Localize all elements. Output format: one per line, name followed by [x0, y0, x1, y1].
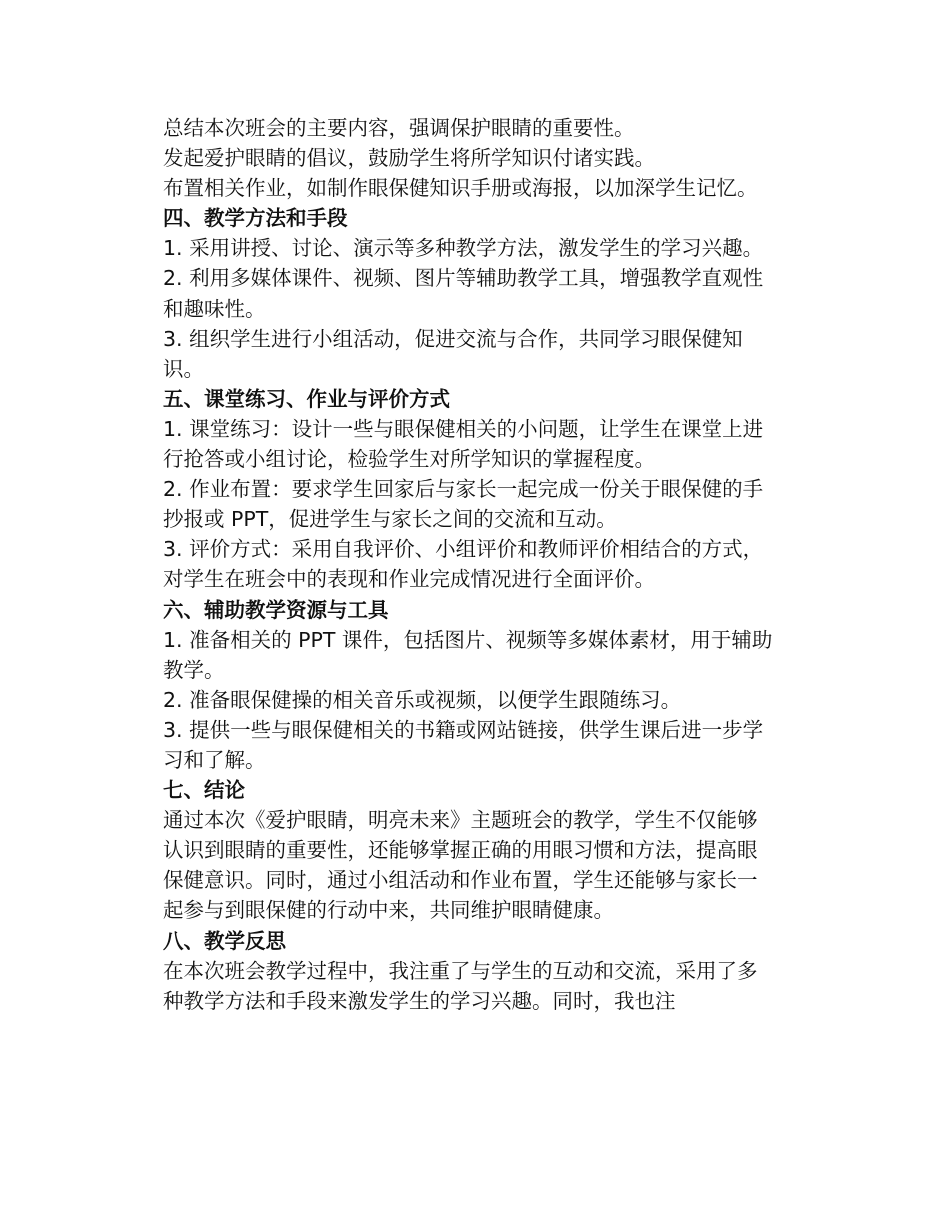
section-4-item: 2. 利用多媒体课件、视频、图片等辅助教学工具，增强教学直观性和趣味性。	[163, 266, 764, 321]
section-4-item: 3. 组织学生进行小组活动，促进交流与合作，共同学习眼保健知识。	[163, 326, 743, 381]
section-7-body: 通过本次《爱护眼睛，明亮未来》主题班会的教学，学生不仅能够认识到眼睛的重要性，还能够掌握正确的用眼习惯和方法，提高眼保健意识。同时，通过小组活动和作业布置，学生还能够与家长一起参与到眼保健的行动中来，共同维护眼睛健康。	[163, 808, 758, 923]
section-5-item: 2. 作业布置：要求学生回家后与家长一起完成一份关于眼保健的手抄报或 PPT，促进学生与家长之间的交流和互动。	[163, 477, 764, 532]
summary-line-1: 总结本次班会的主要内容，强调保护眼睛的重要性。	[163, 116, 635, 140]
section-5-item: 3. 评价方式：采用自我评价、小组评价和教师评价相结合的方式，对学生在班会中的表现和作业完成情况进行全面评价。	[163, 537, 764, 592]
section-6-heading: 六、辅助教学资源与工具	[163, 597, 389, 622]
section-8-heading: 八、教学反思	[163, 928, 286, 953]
section-5-heading: 五、课堂练习、作业与评价方式	[163, 386, 450, 411]
section-5-item: 1. 课堂练习：设计一些与眼保健相关的小问题，让学生在课堂上进行抢答或小组讨论，检验学生对所学知识的掌握程度。	[163, 416, 764, 472]
document-page	[163, 113, 775, 1016]
section-8-body: 在本次班会教学过程中，我注重了与学生的互动和交流，采用了多种教学方法和手段来激发学生的学习兴趣。同时，我也注	[163, 958, 758, 1013]
section-6-item: 2. 准备眼保健操的相关音乐或视频，以便学生跟随练习。	[163, 687, 682, 712]
section-4-heading: 四、教学方法和手段	[163, 206, 348, 231]
section-7-heading: 七、结论	[163, 778, 245, 803]
section-6-item: 1. 准备相关的 PPT 课件，包括图片、视频等多媒体素材，用于辅助教学。	[163, 627, 773, 682]
section-6-item: 3. 提供一些与眼保健相关的书籍或网站链接，供学生课后进一步学习和了解。	[163, 717, 764, 772]
summary-line-2: 发起爱护眼睛的倡议，鼓励学生将所学知识付诸实践。	[163, 146, 655, 171]
summary-line-3: 布置相关作业，如制作眼保健知识手册或海报，以加深学生记忆。	[163, 176, 758, 201]
section-4-item: 1. 采用讲授、讨论、演示等多种教学方法，激发学生的学习兴趣。	[163, 236, 764, 261]
